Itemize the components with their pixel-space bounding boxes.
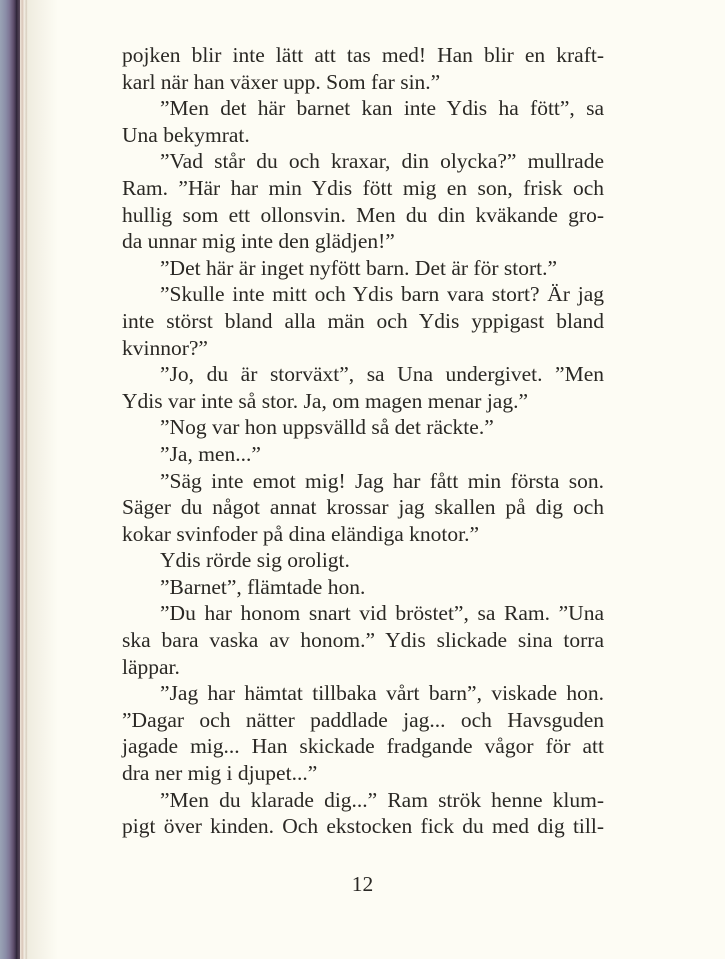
text-line: hullig som ett ollonsvin. Men du din kväkande gro- bbox=[122, 202, 604, 227]
text-line: Säger du något annat krossar jag skallen på dig och bbox=[122, 495, 604, 520]
text-line: ”Du har honom snart vid bröstet”, sa Ram. ”Una bbox=[160, 601, 604, 626]
text-line: ”Dagar och nätter paddlade jag... och Havsguden bbox=[122, 707, 604, 732]
gutter-shade bbox=[28, 0, 58, 959]
text-line: pojken blir inte lätt att tas med! Han blir en kraft- bbox=[122, 43, 604, 67]
text-line: ”Skulle inte mitt och Ydis barn vara stort? Är jag bbox=[160, 282, 604, 307]
text-line: karl när han växer upp. Som far sin.” bbox=[122, 69, 441, 94]
text-line: ”Men det här barnet kan inte Ydis ha fött”, sa bbox=[160, 96, 604, 121]
text-line: jagade mig... Han skickade fradgande vågor för att bbox=[122, 734, 604, 759]
text-line: ”Barnet”, flämtade hon. bbox=[160, 574, 366, 599]
text-line: Ram. ”Här har min Ydis fött mig en son, frisk och bbox=[122, 175, 604, 200]
text-line: ska bara vaska av honom.” Ydis slickade sina torra bbox=[122, 628, 604, 653]
book-binding-spine bbox=[0, 0, 16, 959]
text-line: Una bekymrat. bbox=[122, 122, 250, 147]
text-line: pigt över kinden. Och ekstocken fick du med dig till- bbox=[122, 814, 604, 839]
text-line: ”Det här är inget nyfött barn. Det är för stort.” bbox=[160, 255, 557, 280]
text-line: kvinnor?” bbox=[122, 335, 208, 360]
text-line: ”Men du klarade dig...” Ram strök henne klum- bbox=[160, 787, 604, 812]
text-line: Ydis var inte så stor. Ja, om magen menar jag.” bbox=[122, 388, 529, 413]
text-line: Ydis rörde sig oroligt. bbox=[160, 548, 350, 573]
text-line: ”Säg inte emot mig! Jag har fått min första son. bbox=[160, 468, 604, 493]
body-text bbox=[122, 42, 604, 840]
text-line: läppar. bbox=[122, 654, 180, 679]
text-line: ”Vad står du och kraxar, din olycka?” mullrade bbox=[160, 149, 604, 174]
text-line: ”Ja, men...” bbox=[160, 441, 261, 466]
text-line: da unnar mig inte den glädjen!” bbox=[122, 229, 395, 254]
page-number: 12 bbox=[351, 872, 374, 896]
text-line: inte störst bland alla män och Ydis yppigast bland bbox=[122, 308, 604, 333]
page-edge bbox=[20, 0, 28, 959]
text-line: ”Jag har hämtat tillbaka vårt barn”, viskade hon. bbox=[160, 681, 604, 706]
text-line: dra ner mig i djupet...” bbox=[122, 761, 318, 786]
text-line: ”Nog var hon uppsvälld så det räckte.” bbox=[160, 415, 494, 440]
text-line: ”Jo, du är storväxt”, sa Una undergivet. ”Men bbox=[160, 362, 604, 387]
text-line: kokar svinfoder på dina eländiga knotor.” bbox=[122, 521, 480, 546]
